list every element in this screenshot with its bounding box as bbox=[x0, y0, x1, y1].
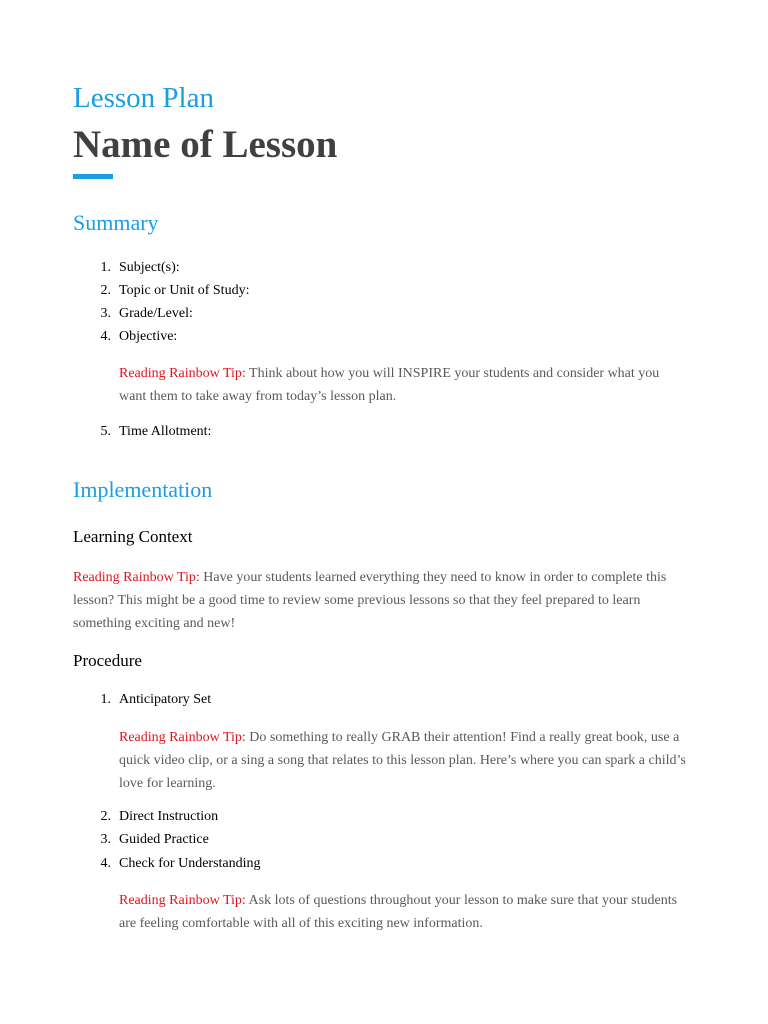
list-item-text: Anticipatory Set bbox=[119, 692, 212, 707]
document-title: Name of Lesson bbox=[73, 123, 338, 166]
list-item-text: Guided Practice bbox=[119, 832, 209, 847]
list-number: 2. bbox=[100, 809, 111, 824]
tip-label: Reading Rainbow Tip: bbox=[119, 730, 246, 745]
tip-text: Ask lots of questions throughout your lesson to make sure that your students are feeling comfortable with all of this exciting new information. bbox=[119, 893, 678, 931]
learning-context-tip bbox=[73, 566, 688, 635]
procedure-tip-questions bbox=[119, 889, 694, 935]
list-number: 3. bbox=[100, 306, 111, 321]
summary-tip bbox=[119, 362, 679, 408]
list-item-text: Grade/Level: bbox=[119, 306, 193, 321]
tip-text: Have your students learned everything they need to know in order to complete this lesson? This might be a good time to review some previous lessons so that they feel prepared to learn something exciting and new! bbox=[73, 570, 667, 631]
tip-text: Do something to really GRAB their attention! Find a really great book, use a quick video clip, or a sing a song that relates to this lesson plan. Here’s where you can spark a child’s love for learning. bbox=[119, 730, 686, 791]
list-item-text: Objective: bbox=[119, 329, 178, 344]
procedure-heading: Procedure bbox=[73, 651, 142, 670]
list-number: 5. bbox=[100, 424, 111, 439]
tip-label: Reading Rainbow Tip: bbox=[119, 893, 246, 908]
tip-text: Think about how you will INSPIRE your students and consider what you want them to take away from today’s lesson plan. bbox=[119, 366, 660, 404]
list-item-text: Subject(s): bbox=[119, 260, 180, 275]
list-item-text: Direct Instruction bbox=[119, 809, 219, 824]
list-item-text: Check for Understanding bbox=[119, 856, 261, 871]
procedure-tip-attention bbox=[119, 726, 699, 795]
list-number: 1. bbox=[100, 260, 111, 275]
list-number: 3. bbox=[100, 832, 111, 847]
list-item-text: Time Allotment: bbox=[119, 424, 212, 439]
list-number: 4. bbox=[100, 329, 111, 344]
list-number: 1. bbox=[100, 692, 111, 707]
document-kicker: Lesson Plan bbox=[73, 82, 214, 114]
tip-label: Reading Rainbow Tip: bbox=[73, 570, 200, 585]
list-item-text: Topic or Unit of Study: bbox=[119, 283, 250, 298]
summary-heading: Summary bbox=[73, 210, 159, 235]
tip-label: Reading Rainbow Tip: bbox=[119, 366, 246, 381]
implementation-heading: Implementation bbox=[73, 477, 213, 502]
learning-context-heading: Learning Context bbox=[73, 527, 193, 546]
list-number: 4. bbox=[100, 856, 111, 871]
title-accent-rule bbox=[73, 174, 113, 179]
list-number: 2. bbox=[100, 283, 111, 298]
